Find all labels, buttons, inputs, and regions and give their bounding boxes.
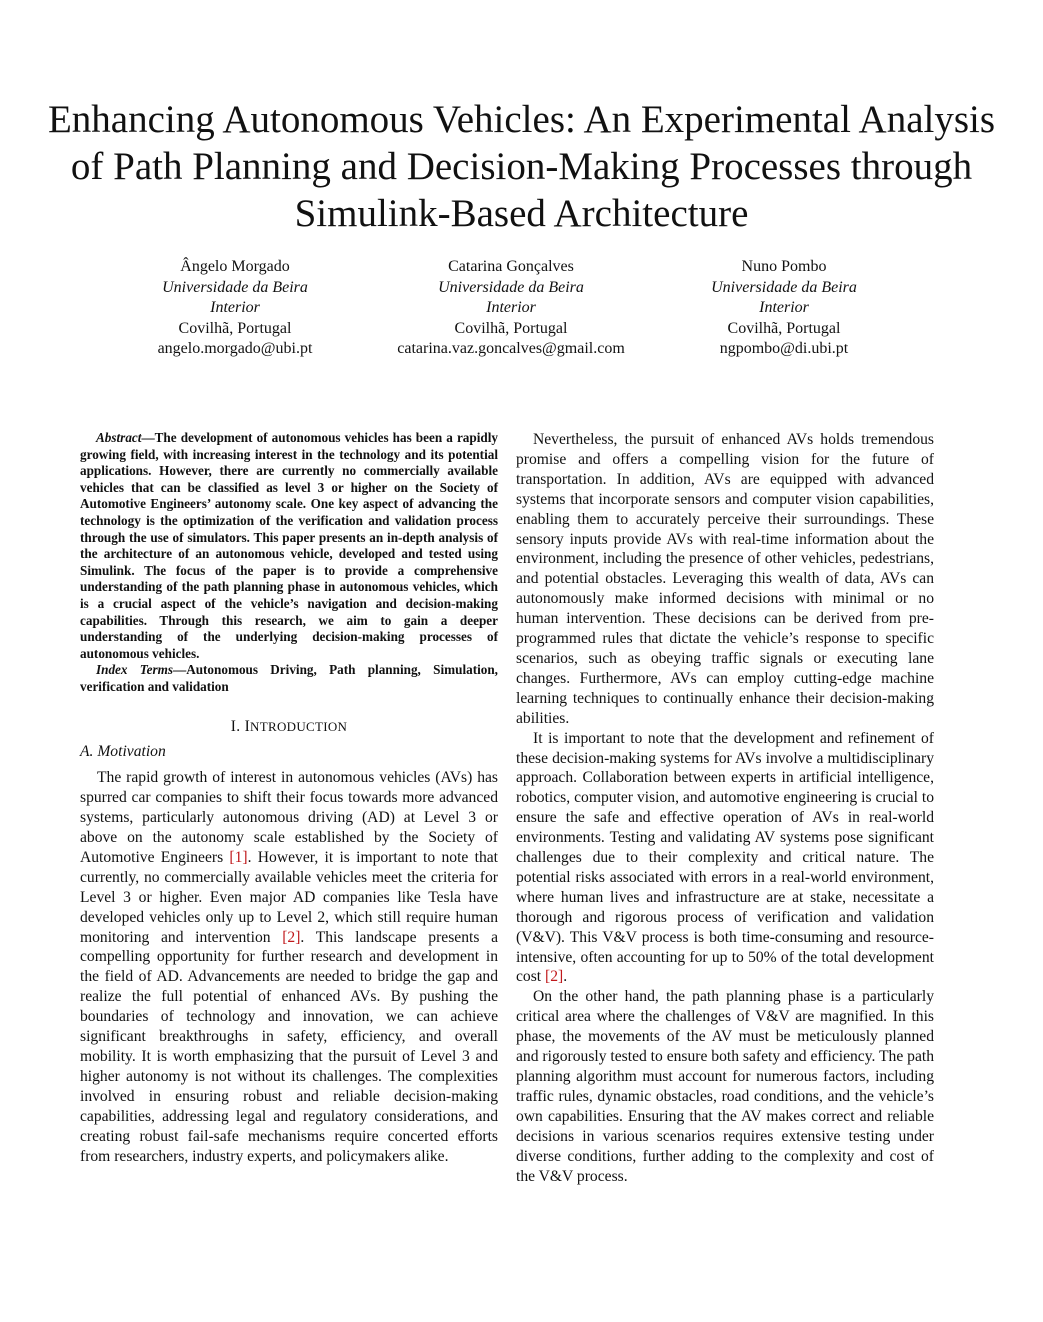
paragraph-text: .	[563, 968, 568, 986]
subsection-heading: A. Motivation	[80, 743, 166, 761]
paragraph-text: The rapid growth of interest in autonomous vehicles (AVs) has spurred car companies to shift their focus towards more advanced systems, particularly autonomous driving (AD) at Level 3 or above on the autonomy scale established by the Society of Automotive Engineers	[80, 769, 498, 866]
author-affiliation: Interior	[486, 299, 536, 316]
index-terms-text: —Autonomous Driving, Path planning, Simulation, verification and validation	[80, 662, 498, 694]
author-affiliation: Universidade da Beira	[438, 278, 584, 296]
section-number: I.	[230, 717, 245, 735]
author-affiliation: Interior	[210, 299, 260, 316]
author-affiliation: Interior	[759, 299, 809, 316]
right-column	[516, 430, 934, 1186]
author-1	[95, 257, 375, 360]
paragraph-text: It is important to note that the development and refinement of these decision-making systems for AVs involve a multidisciplinary approach. Collaboration between experts in artificial intelligence, robotics, computer vision, and automotive engineering is crucial to ensure the safe and effective operation of AVs in real-world environments. Testing and validating AV systems pose significant challenges due to their complexity and critical nature. The potential risks associated with errors in a real-world environment, where human lives and infrastructure are at stake, necessitate a thorough and rigorous process of verification and validation (V&V). This V&V process is both time-consuming and resource-intensive, often accounting for up to 50% of the total development cost	[516, 729, 934, 986]
body-paragraph	[516, 729, 934, 988]
body-paragraph	[80, 768, 498, 1166]
citation-link[interactable]: [2]	[545, 968, 564, 986]
body-paragraph: On the other hand, the path planning phase is a particularly critical area where the challenges of V&V are magnified. In this phase, the movements of the AV must be meticulously planned and rigorously tested to ensure both safety and efficiency. The path planning algorithm must account for numerous factors, including traffic rules, dynamic obstacles, road conditions, and the vehicle’s own capabilities. Ensuring that the AV makes correct and reliable decisions in various scenarios requires extensive testing under diverse conditions, further adding to the complexity and cost of the V&V process.	[516, 988, 935, 1185]
body-paragraph: Nevertheless, the pursuit of enhanced AVs holds tremendous promise and offers a compelling vision for the future of transportation. In addition, AVs are equipped with advanced systems that incorporate sensors and computer vision capabilities, enabling them to accurately perceive their surroundings. These sensory inputs provide AVs with real-time information about the environment, including the presence of other vehicles, pedestrians, and potential obstacles. Leveraging this wealth of data, AVs can autonomously make informed decisions with minimal or no human intervention. These decisions can be derived from pre-programmed rules that dictate the vehicle’s response to specific scenarios, such as obeying traffic signals or executing lane changes. Furthermore, AVs can employ cutting-edge machine learning techniques to continually enhance their decision-making abilities.	[516, 431, 934, 727]
paragraph-text: . This landscape presents a compelling opportunity for further research and development in the field of AD. Advancements are needed to bridge the gap and realize the full potential of enhanced AVs. By pushing the boundaries of technology and innovation, we can achieve significant breakthroughs in safety, efficiency, and overall mobility. It is worth emphasizing that the pursuit of Level 3 and higher autonomy is not without its challenges. The complexities involved in ensuring robust and reliable decision-making capabilities, addressing legal and regulatory considerations, and creating robust fail-safe mechanisms require concerted efforts from researchers, industry experts, and policymakers alike.	[80, 928, 498, 1165]
section-heading	[80, 717, 498, 737]
citation-link[interactable]: [1]	[229, 848, 248, 866]
author-affiliation: Universidade da Beira	[711, 278, 857, 296]
section-first-letter: I	[244, 717, 251, 735]
author-name: Ângelo Morgado	[180, 258, 290, 275]
author-name: Nuno Pombo	[741, 258, 827, 275]
author-3	[644, 257, 924, 360]
paragraph-text: . However, it is important to note that currently, no commercially available vehicles meet the criteria for Level 3 or higher. Even major AD companies like Tesla have developed vehicles only up to Level 2, which still require human monitoring and intervention	[80, 848, 498, 946]
author-location: Covilhã, Portugal	[178, 319, 292, 337]
paper-title: Enhancing Autonomous Vehicles: An Experimental Analysis of Path Planning and Decision-Making Processes through Simulink-Based Architecture	[47, 98, 996, 235]
author-email: angelo.morgado@ubi.pt	[157, 340, 313, 357]
section-title-rest: NTRODUCTION	[250, 718, 348, 734]
citation-link[interactable]: [2]	[282, 928, 301, 946]
author-location: Covilhã, Portugal	[727, 319, 841, 337]
abstract-label: Abstract	[96, 430, 142, 445]
abstract	[80, 430, 498, 696]
author-2	[371, 257, 651, 360]
left-column	[80, 430, 498, 1166]
author-email: catarina.vaz.goncalves@gmail.com	[397, 340, 625, 357]
author-location: Covilhã, Portugal	[454, 319, 568, 337]
author-name: Catarina Gonçalves	[448, 258, 574, 275]
author-email: ngpombo@di.ubi.pt	[719, 340, 849, 357]
abstract-text: —The development of autonomous vehicles has been a rapidly growing field, with increasing interest in the technology and its potential applications. However, there are currently no commercially available vehicles that can be classified as level 3 or higher on the Society of Automotive Engineers’ autonomy scale. One key aspect of advancing the technology is the optimization of the verification and validation process through the use of simulators. This paper presents an in-depth analysis of the architecture of an autonomous vehicle, developed and tested using Simulink. The focus of the paper is to provide a comprehensive understanding of the path planning phase in autonomous vehicles, which is a crucial aspect of the vehicle’s navigation and decision-making capabilities. Through this research, we aim to gain a deeper understanding of the underlying decision-making processes of autonomous vehicles.	[80, 430, 498, 661]
author-affiliation: Universidade da Beira	[162, 278, 308, 296]
index-terms-label: Index Terms	[96, 662, 173, 678]
